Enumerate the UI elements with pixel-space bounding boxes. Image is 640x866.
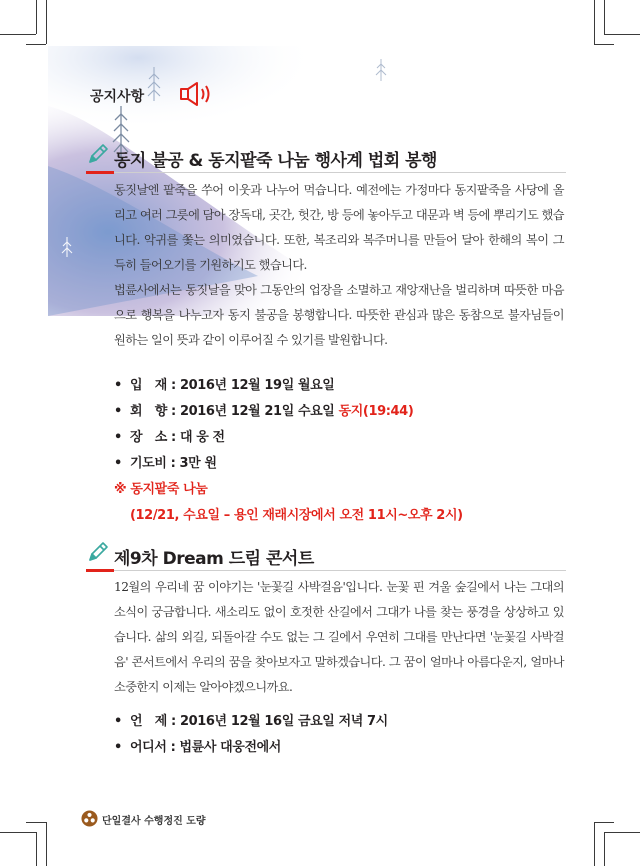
temple-emblem-icon xyxy=(81,810,98,827)
crop-mark xyxy=(604,0,605,34)
detail-item xyxy=(114,373,574,399)
section-label: 공지사항 xyxy=(90,89,145,105)
detail-text: 언 제 : 2016년 12월 16일 금요일 저녁 7시 xyxy=(130,714,388,729)
detail-item xyxy=(114,399,574,425)
crop-mark xyxy=(0,832,36,833)
notice-paragraph: 12월의 우리네 꿈 이야기는 '눈꽃길 사박걸음'입니다. 눈꽃 핀 겨울 숲길에서 나는 그대의 소식이 궁금합니다. 새소리도 없이 호젓한 산길에서 그대가 나를 찾는 풍경을 상상하고 있습니다. 삶의 외길, 되돌아갈 수도 없는 그 길에서 우연히 그대를 만난다면 '눈꽃길 사박걸음' 콘서트에서 우리의 꿈을 찾아보자고 말하겠습니다. 그 꿈이 얼마나 아름다운지, 얼마나 소중한지 이제는 알아야겠으니까요. xyxy=(114,580,564,694)
tree-icon xyxy=(146,66,162,102)
bullet-mark: • xyxy=(114,404,122,419)
pencil-icon xyxy=(86,540,110,564)
bullet-mark: • xyxy=(114,430,122,445)
detail-text: 입 재 : 2016년 12월 19일 월요일 xyxy=(130,378,335,393)
crop-mark xyxy=(46,0,47,44)
detail-item xyxy=(114,425,574,451)
crop-mark xyxy=(604,832,605,866)
bullet-mark: • xyxy=(114,456,122,471)
detail-item xyxy=(114,451,574,477)
footer-publication: 단일결사 수행정진 도량 xyxy=(102,816,206,827)
crop-mark xyxy=(26,44,46,45)
title-divider-accent xyxy=(86,171,114,174)
detail-highlight: 동지(19:44) xyxy=(338,404,414,419)
bullet-mark: • xyxy=(114,740,122,755)
crop-mark xyxy=(594,822,614,823)
detail-text: 기도비 : 3만 원 xyxy=(130,456,217,471)
event-note: ※ 동지팥죽 나눔 xyxy=(114,482,208,497)
title-divider xyxy=(86,172,566,173)
notice-details xyxy=(114,373,574,529)
crop-mark xyxy=(594,822,595,866)
concert-details xyxy=(114,709,574,761)
crop-mark xyxy=(594,0,595,44)
crop-mark xyxy=(36,0,37,34)
bullet-mark: • xyxy=(114,378,122,393)
bullet-mark: • xyxy=(114,714,122,729)
tree-icon xyxy=(60,236,74,258)
detail-item xyxy=(114,735,574,761)
tree-icon xyxy=(374,58,388,82)
notice-title: 동지 불공 & 동지팥죽 나눔 행사계 법회 봉행 xyxy=(114,151,437,171)
detail-text: 어디서 : 법륜사 대웅전에서 xyxy=(130,740,281,755)
crop-mark xyxy=(46,822,47,866)
speaker-icon xyxy=(178,80,218,108)
crop-mark xyxy=(604,34,640,35)
crop-mark xyxy=(36,832,37,866)
detail-text: 회 향 : 2016년 12월 21일 수요일 xyxy=(130,404,339,419)
detail-item xyxy=(114,709,574,735)
event-note-detail: (12/21, 수요일 – 용인 재래시장에서 오전 11시~오후 2시) xyxy=(130,508,463,523)
notice-paragraph: 법륜사에서는 동짓날을 맞아 그동안의 업장을 소멸하고 재앙재난을 벌리하며 따뜻한 마음으로 행복을 나누고자 동지 불공을 봉행합니다. 따뜻한 관심과 많은 동참으로 불자님들이 원하는 일이 뜻과 같이 이루어질 수 있기를 발원합니다. xyxy=(114,283,564,347)
notice-title: 제9차 Dream 드림 콘서트 xyxy=(114,549,314,569)
crop-mark xyxy=(604,832,640,833)
crop-mark xyxy=(0,34,36,35)
detail-text: 장 소 : 대 웅 전 xyxy=(130,430,225,445)
pencil-icon xyxy=(86,142,110,166)
title-divider-accent xyxy=(86,569,114,572)
title-divider xyxy=(86,570,566,571)
crop-mark xyxy=(594,44,614,45)
notice-paragraph: 동짓날엔 팥죽을 쑤어 이웃과 나누어 먹습니다. 예전에는 가정마다 동지팥죽을 사당에 올리고 여러 그릇에 담아 장독대, 곳간, 헛간, 방 등에 놓아두고 대문과 벽 등에 뿌리기도 했습니다. 악귀를 쫓는 의미였습니다. 또한, 복조리와 복주머니를 만들어 달아 한해의 복이 그득히 들어오기를 기원하기도 했습니다. xyxy=(114,183,564,272)
crop-mark xyxy=(26,822,46,823)
